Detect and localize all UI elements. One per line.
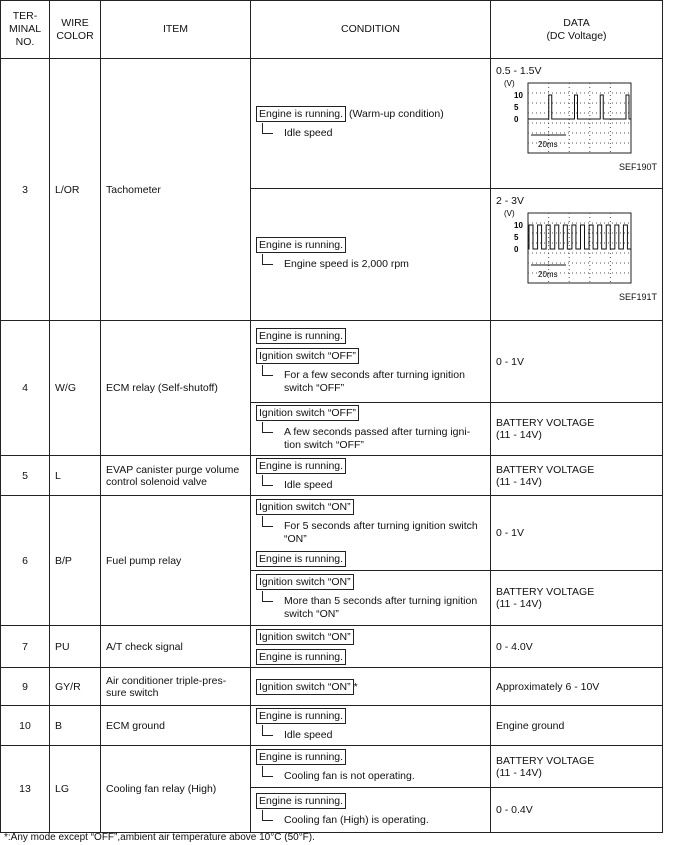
voltage-value: 0.5 - 1.5V (496, 65, 542, 77)
condition-cell (251, 403, 491, 456)
condition-cell (251, 746, 491, 788)
wire-color: PU (50, 626, 101, 668)
terminal-no: 5 (1, 456, 50, 496)
item-name: Tachometer (101, 59, 251, 321)
terminal-no: 9 (1, 668, 50, 706)
terminal-no: 3 (1, 59, 50, 321)
condition-box (256, 104, 485, 124)
data-cell: BATTERY VOLTAGE (11 - 14V) (491, 746, 663, 788)
condition-label: Ignition switch “OFF” (256, 405, 359, 421)
table-row (1, 626, 663, 668)
voltage-value: 2 - 3V (496, 195, 525, 207)
wire-color: B/P (50, 496, 101, 626)
y-axis-label: 0 (514, 115, 519, 124)
y-axis-label: (V) (504, 79, 515, 88)
terminal-no: 4 (1, 321, 50, 456)
condition-box (256, 791, 485, 811)
wire-color: B (50, 706, 101, 746)
condition-box (256, 456, 485, 476)
condition-box (256, 747, 485, 767)
condition-cell (251, 706, 491, 746)
condition-cell (251, 571, 491, 626)
condition-label: Ignition switch “ON” (256, 499, 354, 515)
terminal-no: 6 (1, 496, 50, 626)
condition-label: Engine is running. (256, 708, 346, 724)
data-cell: 0 - 1V (491, 321, 663, 403)
data-cell: BATTERY VOLTAGE (11 - 14V) (491, 571, 663, 626)
y-axis-label: (V) (504, 209, 515, 218)
y-axis-label: 5 (514, 233, 519, 242)
y-axis-label: 10 (514, 91, 523, 100)
time-scale-label: 20ms (538, 270, 558, 279)
condition-cell (251, 59, 491, 189)
waveform-trace (528, 225, 631, 249)
header-wire-color: WIRE COLOR (50, 1, 101, 59)
figure-code: SEF191T (618, 292, 657, 302)
condition-subitem: Idle speed (262, 729, 485, 742)
item-name: Air conditioner triple-pres-sure switch (101, 668, 251, 706)
data-cell: BATTERY VOLTAGE (11 - 14V) (491, 456, 663, 496)
waveform-trace (528, 95, 631, 119)
item-name: Cooling fan relay (High) (101, 746, 251, 833)
condition-box (256, 627, 485, 647)
condition-note: * (353, 680, 358, 693)
condition-cell (251, 626, 491, 668)
condition-box (256, 677, 485, 697)
condition-box (256, 572, 485, 592)
item-name: Fuel pump relay (101, 496, 251, 626)
condition-label: Engine is running. (256, 328, 346, 344)
table-row (1, 746, 663, 788)
condition-box (256, 647, 485, 667)
oscilloscope-waveform (496, 77, 636, 157)
condition-cell (251, 456, 491, 496)
wire-color: LG (50, 746, 101, 833)
item-name: A/T check signal (101, 626, 251, 668)
condition-label: Ignition switch “ON” (256, 629, 354, 645)
condition-cell (251, 788, 491, 833)
data-cell: 0 - 4.0V (491, 626, 663, 668)
condition-label: Engine is running. (256, 458, 346, 474)
condition-subitem: Engine speed is 2,000 rpm (262, 258, 485, 271)
table-row (1, 456, 663, 496)
condition-label: Engine is running. (256, 237, 346, 253)
figure-code: SEF190T (618, 162, 657, 172)
data-cell (491, 189, 663, 321)
condition-subitem: Cooling fan is not operating. (262, 770, 485, 783)
condition-subitem: Idle speed (262, 479, 485, 492)
condition-subitem: More than 5 seconds after turning ignition switch “ON” (262, 595, 485, 621)
condition-subitem: For a few seconds after turning ignition switch “OFF” (262, 369, 485, 395)
condition-label: Engine is running. (256, 106, 346, 122)
y-axis-label: 10 (514, 221, 523, 230)
table-row (1, 321, 663, 403)
condition-box (256, 706, 485, 726)
footnote: *:Any mode except “OFF”,ambient air temperature above 10°C (50°F). (4, 832, 315, 843)
terminal-no: 10 (1, 706, 50, 746)
data-cell: 0 - 0.4V (491, 788, 663, 833)
condition-note: (Warm-up condition) (346, 108, 444, 120)
condition-box (256, 346, 485, 366)
condition-label: Ignition switch “ON” (256, 679, 354, 695)
data-cell (491, 59, 663, 189)
condition-box (256, 549, 485, 569)
condition-label: Engine is running. (256, 793, 346, 809)
table-row (1, 496, 663, 571)
header-data: DATA (DC Voltage) (491, 1, 663, 59)
y-axis-label: 5 (514, 103, 519, 112)
terminal-no: 7 (1, 626, 50, 668)
table-row (1, 706, 663, 746)
condition-subitem: Idle speed (262, 127, 485, 140)
header-condition: CONDITION (251, 1, 491, 59)
condition-box (256, 235, 485, 255)
item-name: EVAP canister purge volume control solenoid valve (101, 456, 251, 496)
condition-label: Ignition switch “ON” (256, 574, 354, 590)
data-cell: Engine ground (491, 706, 663, 746)
condition-label: Engine is running. (256, 749, 346, 765)
condition-label: Ignition switch “OFF” (256, 348, 359, 364)
condition-cell (251, 668, 491, 706)
condition-subitem: For 5 seconds after turning ignition switch “ON” (262, 520, 485, 546)
wire-color: L (50, 456, 101, 496)
condition-box (256, 326, 485, 346)
header-terminal: TER- MINAL NO. (1, 1, 50, 59)
time-scale-label: 20ms (538, 140, 558, 149)
terminal-no: 13 (1, 746, 50, 833)
item-name: ECM relay (Self-shutoff) (101, 321, 251, 456)
table-row (1, 668, 663, 706)
data-cell: Approximately 6 - 10V (491, 668, 663, 706)
wire-color: W/G (50, 321, 101, 456)
condition-subitem: A few seconds passed after turning igni-tion switch “OFF” (262, 426, 485, 452)
condition-cell (251, 321, 491, 403)
condition-label: Engine is running. (256, 649, 346, 665)
data-cell: 0 - 1V (491, 496, 663, 571)
table-row (1, 59, 663, 189)
condition-box (256, 403, 485, 423)
oscilloscope-waveform (496, 207, 636, 287)
wire-color: GY/R (50, 668, 101, 706)
header-item: ITEM (101, 1, 251, 59)
condition-subitem: Cooling fan (High) is operating. (262, 814, 485, 827)
y-axis-label: 0 (514, 245, 519, 254)
condition-box (256, 497, 485, 517)
wire-color: L/OR (50, 59, 101, 321)
data-cell: BATTERY VOLTAGE (11 - 14V) (491, 403, 663, 456)
item-name: ECM ground (101, 706, 251, 746)
condition-label: Engine is running. (256, 551, 346, 567)
condition-cell (251, 189, 491, 321)
condition-cell (251, 496, 491, 571)
